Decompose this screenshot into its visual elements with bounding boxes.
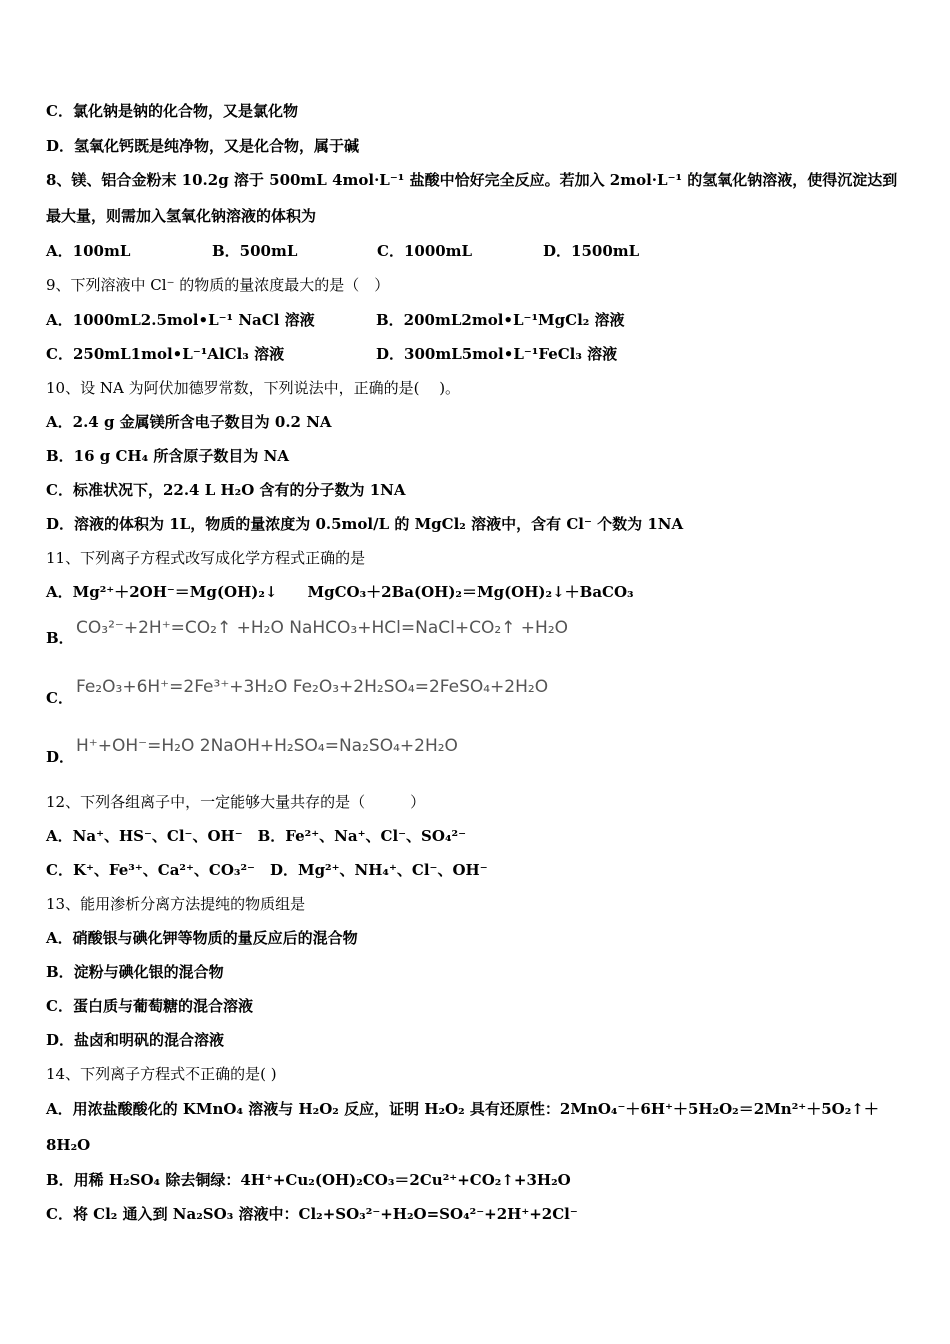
q14-option-b: B．用稀 H₂SO₄ 除去铜绿：4H⁺+Cu₂(OH)₂CO₃＝2Cu²⁺+CO₂↑+3H₂O xyxy=(46,1171,571,1189)
q13-option-b: B．淀粉与碘化银的混合物 xyxy=(46,963,224,981)
q8-stem-line2: 最大量，则需加入氢氧化钠溶液的体积为 xyxy=(46,207,317,225)
q9-options-cd xyxy=(46,344,910,364)
q7-option-c: C．氯化钠是钠的化合物，又是氯化物 xyxy=(46,102,298,120)
q9-option-c: C．250mL1mol•L⁻¹AlCl₃ 溶液 xyxy=(46,345,285,363)
q7-option-d: D．氢氧化钙既是纯净物，又是化合物，属于碱 xyxy=(46,137,360,155)
q10-stem: 10、设 NA 为阿伏加德罗常数，下列说法中，正确的是( )。 xyxy=(46,379,461,397)
q12-options-ab: A．Na⁺、HS⁻、Cl⁻、OH⁻ B．Fe²⁺、Na⁺、Cl⁻、SO₄²⁻ xyxy=(46,827,467,845)
q11-option-b-formula: CO₃²⁻+2H⁺=CO₂↑ +H₂O NaHCO₃+HCl=NaCl+CO₂↑ +H₂O xyxy=(76,618,569,638)
q13-option-d: D．盐卤和明矾的混合溶液 xyxy=(46,1031,225,1049)
q14-option-a-line2: 8H₂O xyxy=(46,1136,91,1154)
q8-option-b: B．500mL xyxy=(212,242,298,260)
q13-option-c: C．蛋白质与葡萄糖的混合溶液 xyxy=(46,997,253,1015)
q11-option-a: A．Mg²⁺＋2OH⁻＝Mg(OH)₂↓ MgCO₃＋2Ba(OH)₂＝Mg(OH)₂↓＋BaCO₃ xyxy=(46,583,634,601)
q13-option-a: A．硝酸银与碘化钾等物质的量反应后的混合物 xyxy=(46,929,358,947)
q10-option-c: C．标准状况下，22.4 L H₂O 含有的分子数为 1NA xyxy=(46,481,406,499)
q8-option-a: A．100mL xyxy=(46,242,131,260)
q13-stem: 13、能用渗析分离方法提纯的物质组是 xyxy=(46,895,306,913)
q14-option-a-line1: A．用浓盐酸酸化的 KMnO₄ 溶液与 H₂O₂ 反应，证明 H₂O₂ 具有还原性：2MnO₄⁻＋6H⁺＋5H₂O₂＝2Mn²⁺＋5O₂↑＋ xyxy=(46,1100,879,1118)
q9-option-a: A．1000mL2.5mol•L⁻¹ NaCl 溶液 xyxy=(46,311,315,329)
q11-option-c-label: C． xyxy=(46,689,73,707)
q14-stem: 14、下列离子方程式不正确的是( ) xyxy=(46,1065,277,1083)
q9-options-ab xyxy=(46,310,910,330)
q9-option-d: D．300mL5mol•L⁻¹FeCl₃ 溶液 xyxy=(376,345,618,363)
q9-stem: 9、下列溶液中 Cl⁻ 的物质的量浓度最大的是（ ） xyxy=(46,276,390,294)
q14-option-c: C．将 Cl₂ 通入到 Na₂SO₃ 溶液中：Cl₂+SO₃²⁻+H₂O=SO₄²⁻+2H⁺+2Cl⁻ xyxy=(46,1205,578,1223)
q10-option-d: D．溶液的体积为 1L，物质的量浓度为 0.5mol/L 的 MgCl₂ 溶液中，含有 Cl⁻ 个数为 1NA xyxy=(46,515,684,533)
q12-stem: 12、下列各组离子中，一定能够大量共存的是（ ） xyxy=(46,793,426,811)
q11-option-c-formula: Fe₂O₃+6H⁺=2Fe³⁺+3H₂O Fe₂O₃+2H₂SO₄=2FeSO₄+2H₂O xyxy=(76,677,549,697)
q8-option-d: D．1500mL xyxy=(543,242,640,260)
q10-option-a: A．2.4 g 金属镁所含电子数目为 0.2 NA xyxy=(46,413,332,431)
q8-option-c: C．1000mL xyxy=(377,242,473,260)
q12-options-cd: C．K⁺、Fe³⁺、Ca²⁺、CO₃²⁻ D．Mg²⁺、NH₄⁺、Cl⁻、OH⁻ xyxy=(46,861,488,879)
q8-stem-line1: 8、镁、铝合金粉末 10.2g 溶于 500mL 4mol·L⁻¹ 盐酸中恰好完全反应。若加入 2mol·L⁻¹ 的氢氧化钠溶液，使得沉淀达到 xyxy=(46,171,898,189)
q11-stem: 11、下列离子方程式改写成化学方程式正确的是 xyxy=(46,549,366,567)
q11-option-d-formula: H⁺+OH⁻=H₂O 2NaOH+H₂SO₄=Na₂SO₄+2H₂O xyxy=(76,736,458,756)
q11-option-d-label: D． xyxy=(46,748,75,766)
q10-option-b: B．16 g CH₄ 所含原子数目为 NA xyxy=(46,447,289,465)
q11-option-b-label: B． xyxy=(46,629,74,647)
q9-option-b: B．200mL2mol•L⁻¹MgCl₂ 溶液 xyxy=(376,311,625,329)
